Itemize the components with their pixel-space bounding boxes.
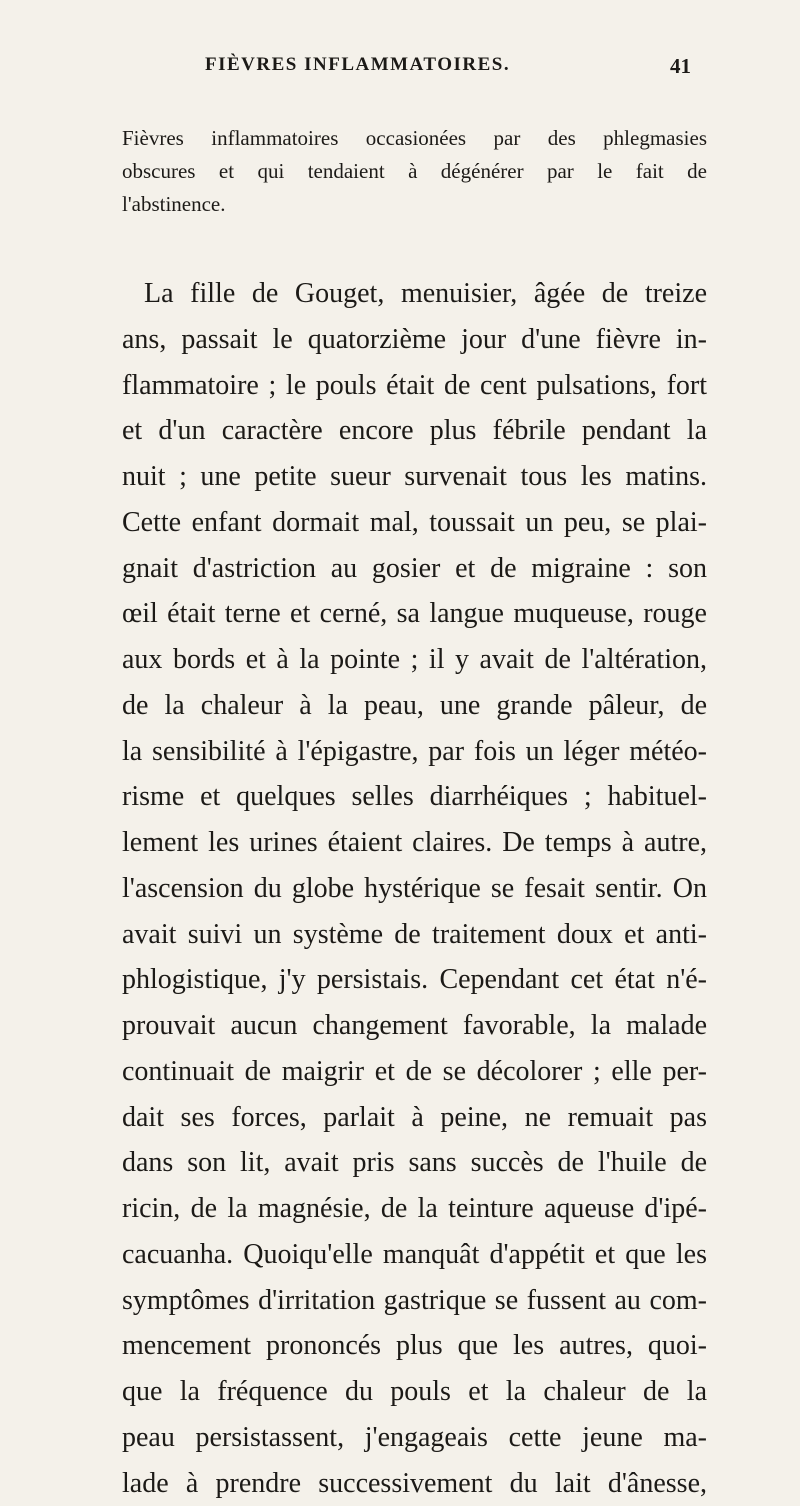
text-line: ans, passait le quatorzième jour d'une fièvre in- [122,317,707,363]
text-line: aux bords et à la pointe ; il y avait de l'altération, [122,637,707,683]
text-line: avait suivi un système de traitement doux et anti- [122,912,707,958]
body-paragraph [122,271,707,1506]
text-line: dait ses forces, parlait à peine, ne remuait pas [122,1095,707,1141]
text-line: de la chaleur à la peau, une grande pâleur, de [122,683,707,729]
text-line: Cette enfant dormait mal, toussait un peu, se plai- [122,500,707,546]
section-heading [122,122,707,221]
running-head [0,54,800,84]
text-line: continuait de maigrir et de se décolorer ; elle per- [122,1049,707,1095]
running-title: FIÈVRES INFLAMMATOIRES. [205,54,510,76]
text-line: gnait d'astriction au gosier et de migraine : son [122,546,707,592]
text-line: La fille de Gouget, menuisier, âgée de treize [122,271,707,317]
text-line: la sensibilité à l'épigastre, par fois un léger météo- [122,729,707,775]
text-line: que la fréquence du pouls et la chaleur de la [122,1369,707,1415]
text-line: phlogistique, j'y persistais. Cependant cet état n'é- [122,957,707,1003]
text-line: et d'un caractère encore plus fébrile pendant la [122,408,707,454]
text-line: peau persistassent, j'engageais cette jeune ma- [122,1415,707,1461]
text-line: l'ascension du globe hystérique se fesait sentir. On [122,866,707,912]
text-line: nuit ; une petite sueur survenait tous les matins. [122,454,707,500]
text-line: ricin, de la magnésie, de la teinture aqueuse d'ipé- [122,1186,707,1232]
text-line: œil était terne et cerné, sa langue muqueuse, rouge [122,591,707,637]
heading-line: Fièvres inflammatoires occasionées par des phlegmasies [122,122,707,155]
heading-line: l'abstinence. [122,188,707,221]
text-line: prouvait aucun changement favorable, la malade [122,1003,707,1049]
text-line: dans son lit, avait pris sans succès de l'huile de [122,1140,707,1186]
text-line: cacuanha. Quoiqu'elle manquât d'appétit et que les [122,1232,707,1278]
text-line: mencement prononcés plus que les autres, quoi- [122,1323,707,1369]
text-line: lade à prendre successivement du lait d'ânesse, [122,1461,707,1506]
page-number: 41 [670,54,691,79]
text-line: flammatoire ; le pouls était de cent pulsations, fort [122,363,707,409]
text-line: symptômes d'irritation gastrique se fussent au com- [122,1278,707,1324]
text-line: risme et quelques selles diarrhéiques ; habituel- [122,774,707,820]
text-line: lement les urines étaient claires. De temps à autre, [122,820,707,866]
heading-line: obscures et qui tendaient à dégénérer par le fait de [122,155,707,188]
